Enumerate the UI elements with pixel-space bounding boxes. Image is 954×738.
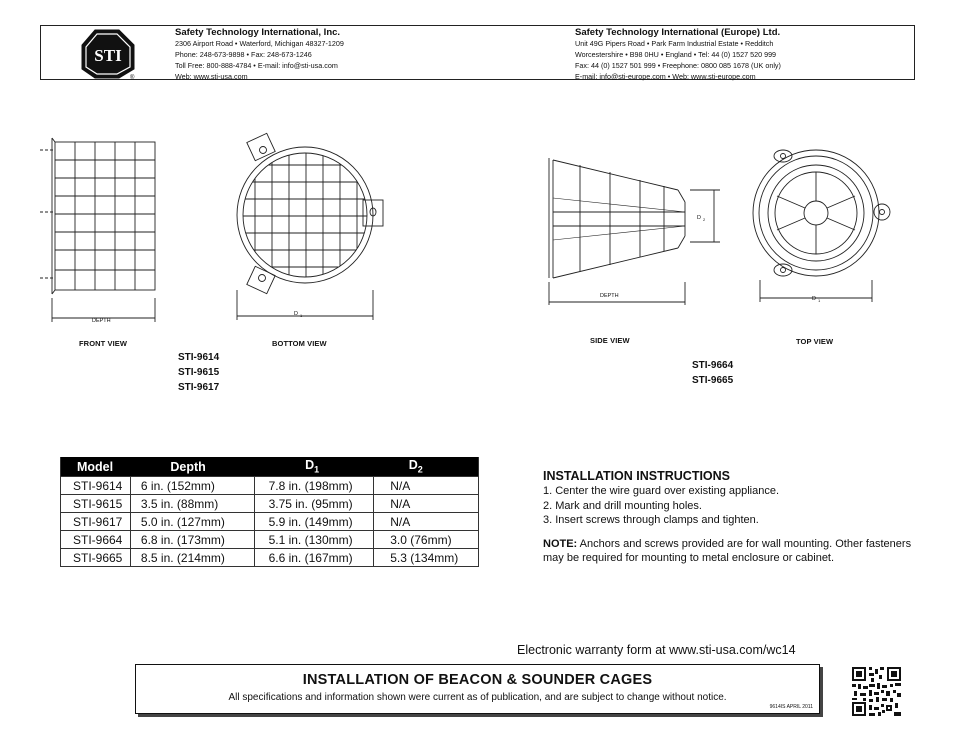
- instructions-title: INSTALLATION INSTRUCTIONS: [543, 469, 731, 483]
- spec-table: [60, 457, 479, 567]
- side-depth-label: DEPTH: [600, 293, 619, 299]
- col-d1-label: D: [305, 458, 315, 473]
- cell-model: STI-9615: [61, 495, 131, 513]
- bottom-view-label: BOTTOM VIEW: [272, 339, 327, 348]
- company-us: [175, 27, 344, 82]
- svg-text:®: ®: [130, 75, 135, 80]
- side-d2-label: D: [697, 215, 701, 221]
- table-row: [61, 477, 479, 495]
- cell-d1: 7.8 in. (198mm): [254, 477, 374, 495]
- top-view-label: TOP VIEW: [796, 337, 834, 346]
- warranty-link[interactable]: Electronic warranty form at www.sti-usa.com/wc14: [517, 643, 796, 657]
- cell-depth: 3.5 in. (88mm): [130, 495, 254, 513]
- table-row: [61, 513, 479, 531]
- cell-d2: N/A: [374, 495, 479, 513]
- model-name: STI-9615: [178, 367, 220, 378]
- company-us-line: Phone: 248-673-9898 • Fax: 248-673-1246: [175, 50, 312, 59]
- company-europe-line: E-mail: info@sti-europe.com • Web: www.sti-europe.com: [575, 72, 756, 81]
- company-europe-name: Safety Technology International (Europe) Ltd.: [575, 27, 781, 38]
- company-us-name: Safety Technology International, Inc.: [175, 27, 341, 38]
- bottom-d1-label: D: [294, 311, 298, 317]
- cell-d2: N/A: [374, 513, 479, 531]
- col-model: Model: [61, 457, 131, 477]
- cell-depth: 8.5 in. (214mm): [130, 549, 254, 567]
- company-us-line: 2306 Airport Road • Waterford, Michigan 48327-1209: [175, 39, 344, 48]
- note-text: Anchors and screws provided are for wall mounting. Other fasteners may be required for mounting to metal enclosure or cabinet.: [543, 537, 912, 564]
- cell-model: STI-9614: [61, 477, 131, 495]
- table-header-row: [61, 457, 479, 477]
- document-code: 9614IS APRIL 2011: [769, 704, 813, 710]
- cell-model: STI-9664: [61, 531, 131, 549]
- instruction-step: 1. Center the wire guard over existing appliance.: [543, 485, 780, 497]
- bottom-d1-sub: 1: [300, 313, 303, 318]
- cell-depth: 6 in. (152mm): [130, 477, 254, 495]
- company-europe-line: Fax: 44 (0) 1527 501 999 • Freephone: 0800 085 1678 (UK only): [575, 61, 781, 70]
- col-d1-sub: 1: [314, 464, 320, 475]
- cell-model: STI-9617: [61, 513, 131, 531]
- front-depth-label: DEPTH: [92, 318, 111, 324]
- top-view-drawing: [753, 150, 890, 302]
- company-us-line: Toll Free: 800-888-4784 • E-mail: info@sti-usa.com: [175, 61, 338, 70]
- col-d2-sub: 2: [417, 464, 423, 475]
- installation-note: [543, 537, 923, 566]
- col-d1: [254, 457, 374, 477]
- col-d2: [374, 457, 479, 477]
- title-banner: [135, 664, 820, 714]
- top-d1-label: D: [812, 296, 816, 302]
- logo-text: STI: [94, 46, 122, 65]
- cell-d2: 3.0 (76mm): [374, 531, 479, 549]
- document-disclaimer: All specifications and information shown were current as of publication, and are subject to change without notice.: [228, 692, 727, 703]
- installation-instructions: [543, 469, 923, 566]
- note-label: NOTE:: [543, 537, 578, 550]
- table-row: [61, 495, 479, 513]
- table-row: [61, 549, 479, 567]
- model-list-left: [178, 350, 219, 395]
- front-view-drawing: [40, 138, 155, 322]
- cell-d2: N/A: [374, 477, 479, 495]
- technical-drawings: [0, 120, 954, 340]
- cell-depth: 6.8 in. (173mm): [130, 531, 254, 549]
- cell-d2: 5.3 (134mm): [374, 549, 479, 567]
- model-list-right: [692, 358, 733, 388]
- cell-d1: 5.1 in. (130mm): [254, 531, 374, 549]
- cell-d1: 6.6 in. (167mm): [254, 549, 374, 567]
- model-name: STI-9617: [178, 382, 220, 393]
- side-view-drawing: [549, 158, 720, 305]
- document-title: INSTALLATION OF BEACON & SOUNDER CAGES: [302, 672, 653, 688]
- bottom-view-drawing: [237, 133, 383, 320]
- instruction-step: 2. Mark and drill mounting holes.: [543, 499, 702, 512]
- table-row: [61, 531, 479, 549]
- front-view-label: FRONT VIEW: [79, 339, 128, 348]
- company-europe: [575, 27, 781, 82]
- sti-logo: [80, 28, 136, 80]
- side-view-label: SIDE VIEW: [590, 336, 630, 345]
- header-box: [40, 25, 915, 80]
- col-depth: Depth: [130, 457, 254, 477]
- company-us-line: Web: www.sti-usa.com: [175, 72, 248, 81]
- model-name: STI-9664: [692, 360, 734, 371]
- company-europe-line: Worcestershire • B98 0HU • England • Tel: 44 (0) 1527 520 999: [575, 50, 777, 59]
- instruction-step: 3. Insert screws through clamps and tighten.: [543, 514, 759, 526]
- model-name: STI-9665: [692, 375, 734, 386]
- model-name: STI-9614: [178, 352, 220, 363]
- cell-model: STI-9665: [61, 549, 131, 567]
- cell-d1: 5.9 in. (149mm): [254, 513, 374, 531]
- col-d2-label: D: [408, 458, 418, 473]
- cell-d1: 3.75 in. (95mm): [254, 495, 374, 513]
- qr-code-icon[interactable]: [852, 667, 901, 716]
- cell-depth: 5.0 in. (127mm): [130, 513, 254, 531]
- side-d2-sub: 2: [703, 217, 706, 222]
- top-d1-sub: 1: [818, 298, 821, 303]
- company-europe-line: Unit 49G Pipers Road • Park Farm Industrial Estate • Redditch: [575, 39, 774, 48]
